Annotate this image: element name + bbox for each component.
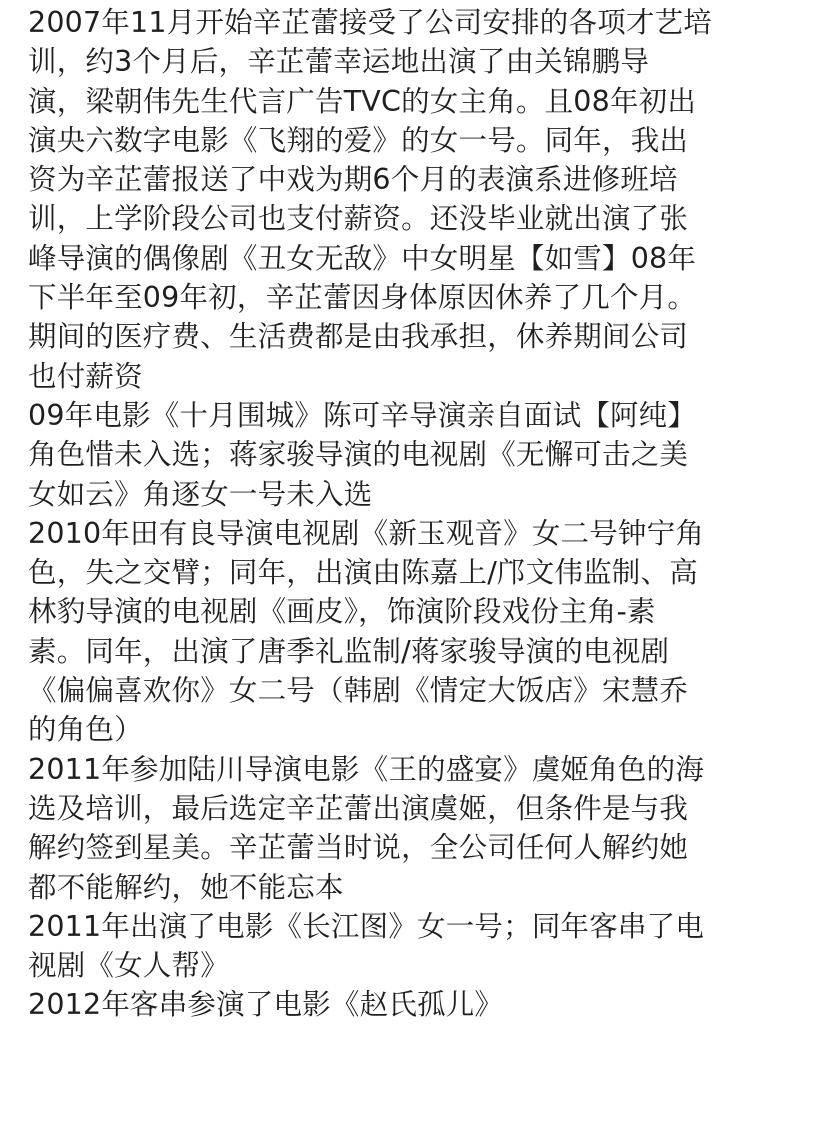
text-line: 都不能解约，她不能忘本 [28, 870, 344, 904]
text-line: 《偏偏喜欢你》女二号（韩剧《情定大饭店》宋慧乔 [28, 674, 689, 708]
text-line: 视剧《女人帮》 [28, 949, 229, 983]
text-line: 2010年田有良导演电视剧《新玉观音》女二号钟宁角 [28, 516, 705, 550]
text-line: 角色惜未入选；蒋家骏导演的电视剧《无懈可击之美 [28, 438, 689, 472]
text-line: 下半年至09年初，辛芷蕾因身体原因休养了几个月。 [28, 281, 697, 315]
text-line: 09年电影《十月围城》陈可辛导演亲自面试【阿纯】 [28, 398, 697, 432]
text-line: 训，上学阶段公司也支付薪资。还没毕业就出演了张 [28, 202, 689, 236]
text-line: 训，约3个月后，辛芷蕾幸运地出演了由关锦鹏导 [28, 45, 650, 79]
text-line: 2011年出演了电影《长江图》女一号；同年客串了电 [28, 909, 705, 943]
text-line: 选及培训，最后选定辛芷蕾出演虞姬，但条件是与我 [28, 791, 689, 825]
text-line: 2011年参加陆川导演电影《王的盛宴》虞姬角色的海 [28, 752, 705, 786]
text-line: 期间的医疗费、生活费都是由我承担，休养期间公司 [28, 320, 689, 354]
text-line: 的角色） [28, 713, 143, 747]
text-line: 2012年客串参演了电影《赵氏孤儿》 [28, 988, 504, 1022]
text-line: 林豹导演的电视剧《画皮》，饰演阶段戏份主角-素 [28, 595, 656, 629]
text-line: 演，梁朝伟先生代言广告TVC的女主角。且08年初出 [28, 84, 697, 118]
text-line: 也付薪资 [28, 359, 143, 393]
text-line: 2007年11月开始辛芷蕾接受了公司安排的各项才艺培 [28, 6, 712, 39]
text-line: 解约签到星美。辛芷蕾当时说，全公司任何人解约她 [28, 831, 689, 865]
text-line: 演央六数字电影《飞翔的爱》的女一号。同年，我出 [28, 123, 689, 157]
text-line: 色，失之交臂；同年，出演由陈嘉上/邝文伟监制、高 [28, 556, 698, 590]
text-line: 女如云》角逐女一号未入选 [28, 477, 373, 511]
text-line: 资为辛芷蕾报送了中戏为期6个月的表演系进修班培 [28, 163, 678, 197]
text-line: 峰导演的偶像剧《丑女无敌》中女明星【如雪】08年 [28, 241, 697, 275]
text-line: 素。同年，出演了唐季礼监制/蒋家骏导演的电视剧 [28, 634, 670, 668]
